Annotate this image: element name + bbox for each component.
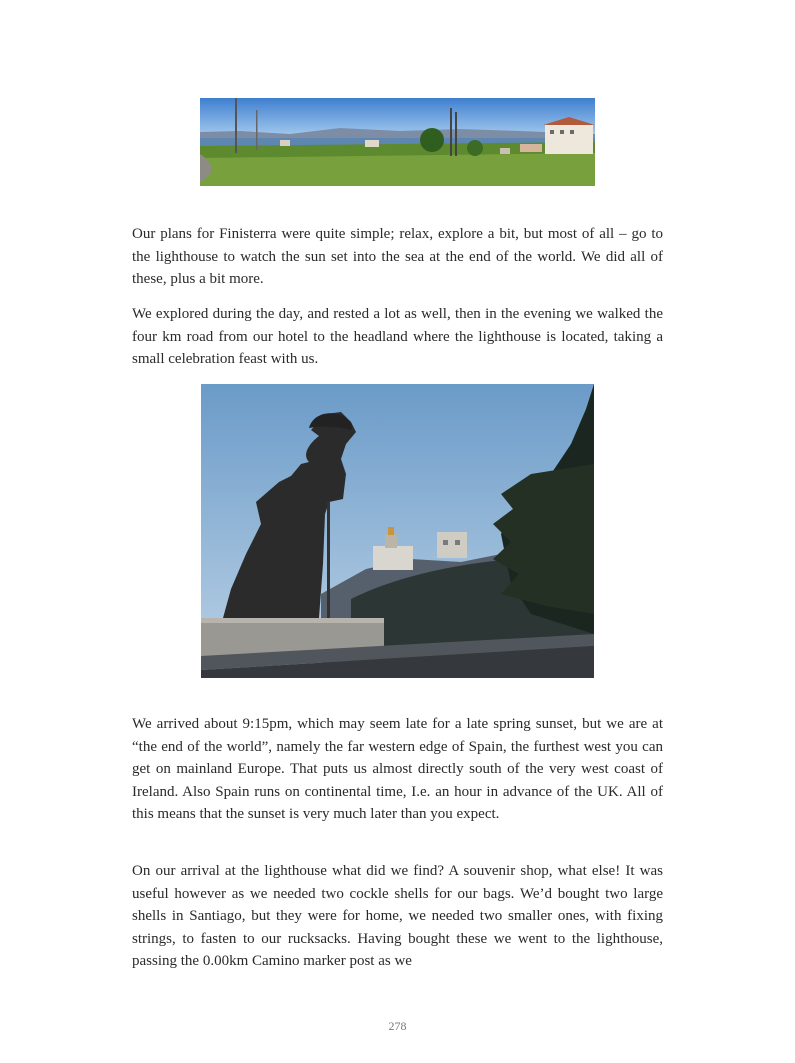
page-number: 278 <box>388 1019 407 1033</box>
paragraph: We explored during the day, and rested a lot as well, then in the evening we walked the four km road from our hotel to the headland where the lighthouse is located, taking a small celebration feast with us. <box>132 306 663 367</box>
paragraph: Our plans for Finisterra were quite simple; relax, explore a bit, but most of all – go to the lighthouse to watch the sun set into the sea at the end of the world. We did all of these, plus a bit more. <box>132 226 663 287</box>
paragraph: On our arrival at the lighthouse what did we find? A souvenir shop, what else! It was useful however as we needed two cockle shells for our bags. We’d bought two large shells in Santiago, but they were for home, we needed two smaller ones, with fixing strings, to fasten to our rucksacks. Having bought these we went to the lighthouse, passing the 0.00km Camino marker post as we <box>132 863 663 969</box>
statue-lighthouse-photo <box>201 384 594 678</box>
paragraph: We arrived about 9:15pm, which may seem late for a late spring sunset, but we are at “the end of the world”, namely the far western edge of Spain, the furthest west you can get on mainland Europe. That puts us almost directly south of the very west coast of Ireland. Also Spain runs on continental time, I.e. an hour in advance of the UK. All of this means that the sunset is very much later than you expect. <box>132 716 663 822</box>
panorama-photo <box>200 98 595 186</box>
